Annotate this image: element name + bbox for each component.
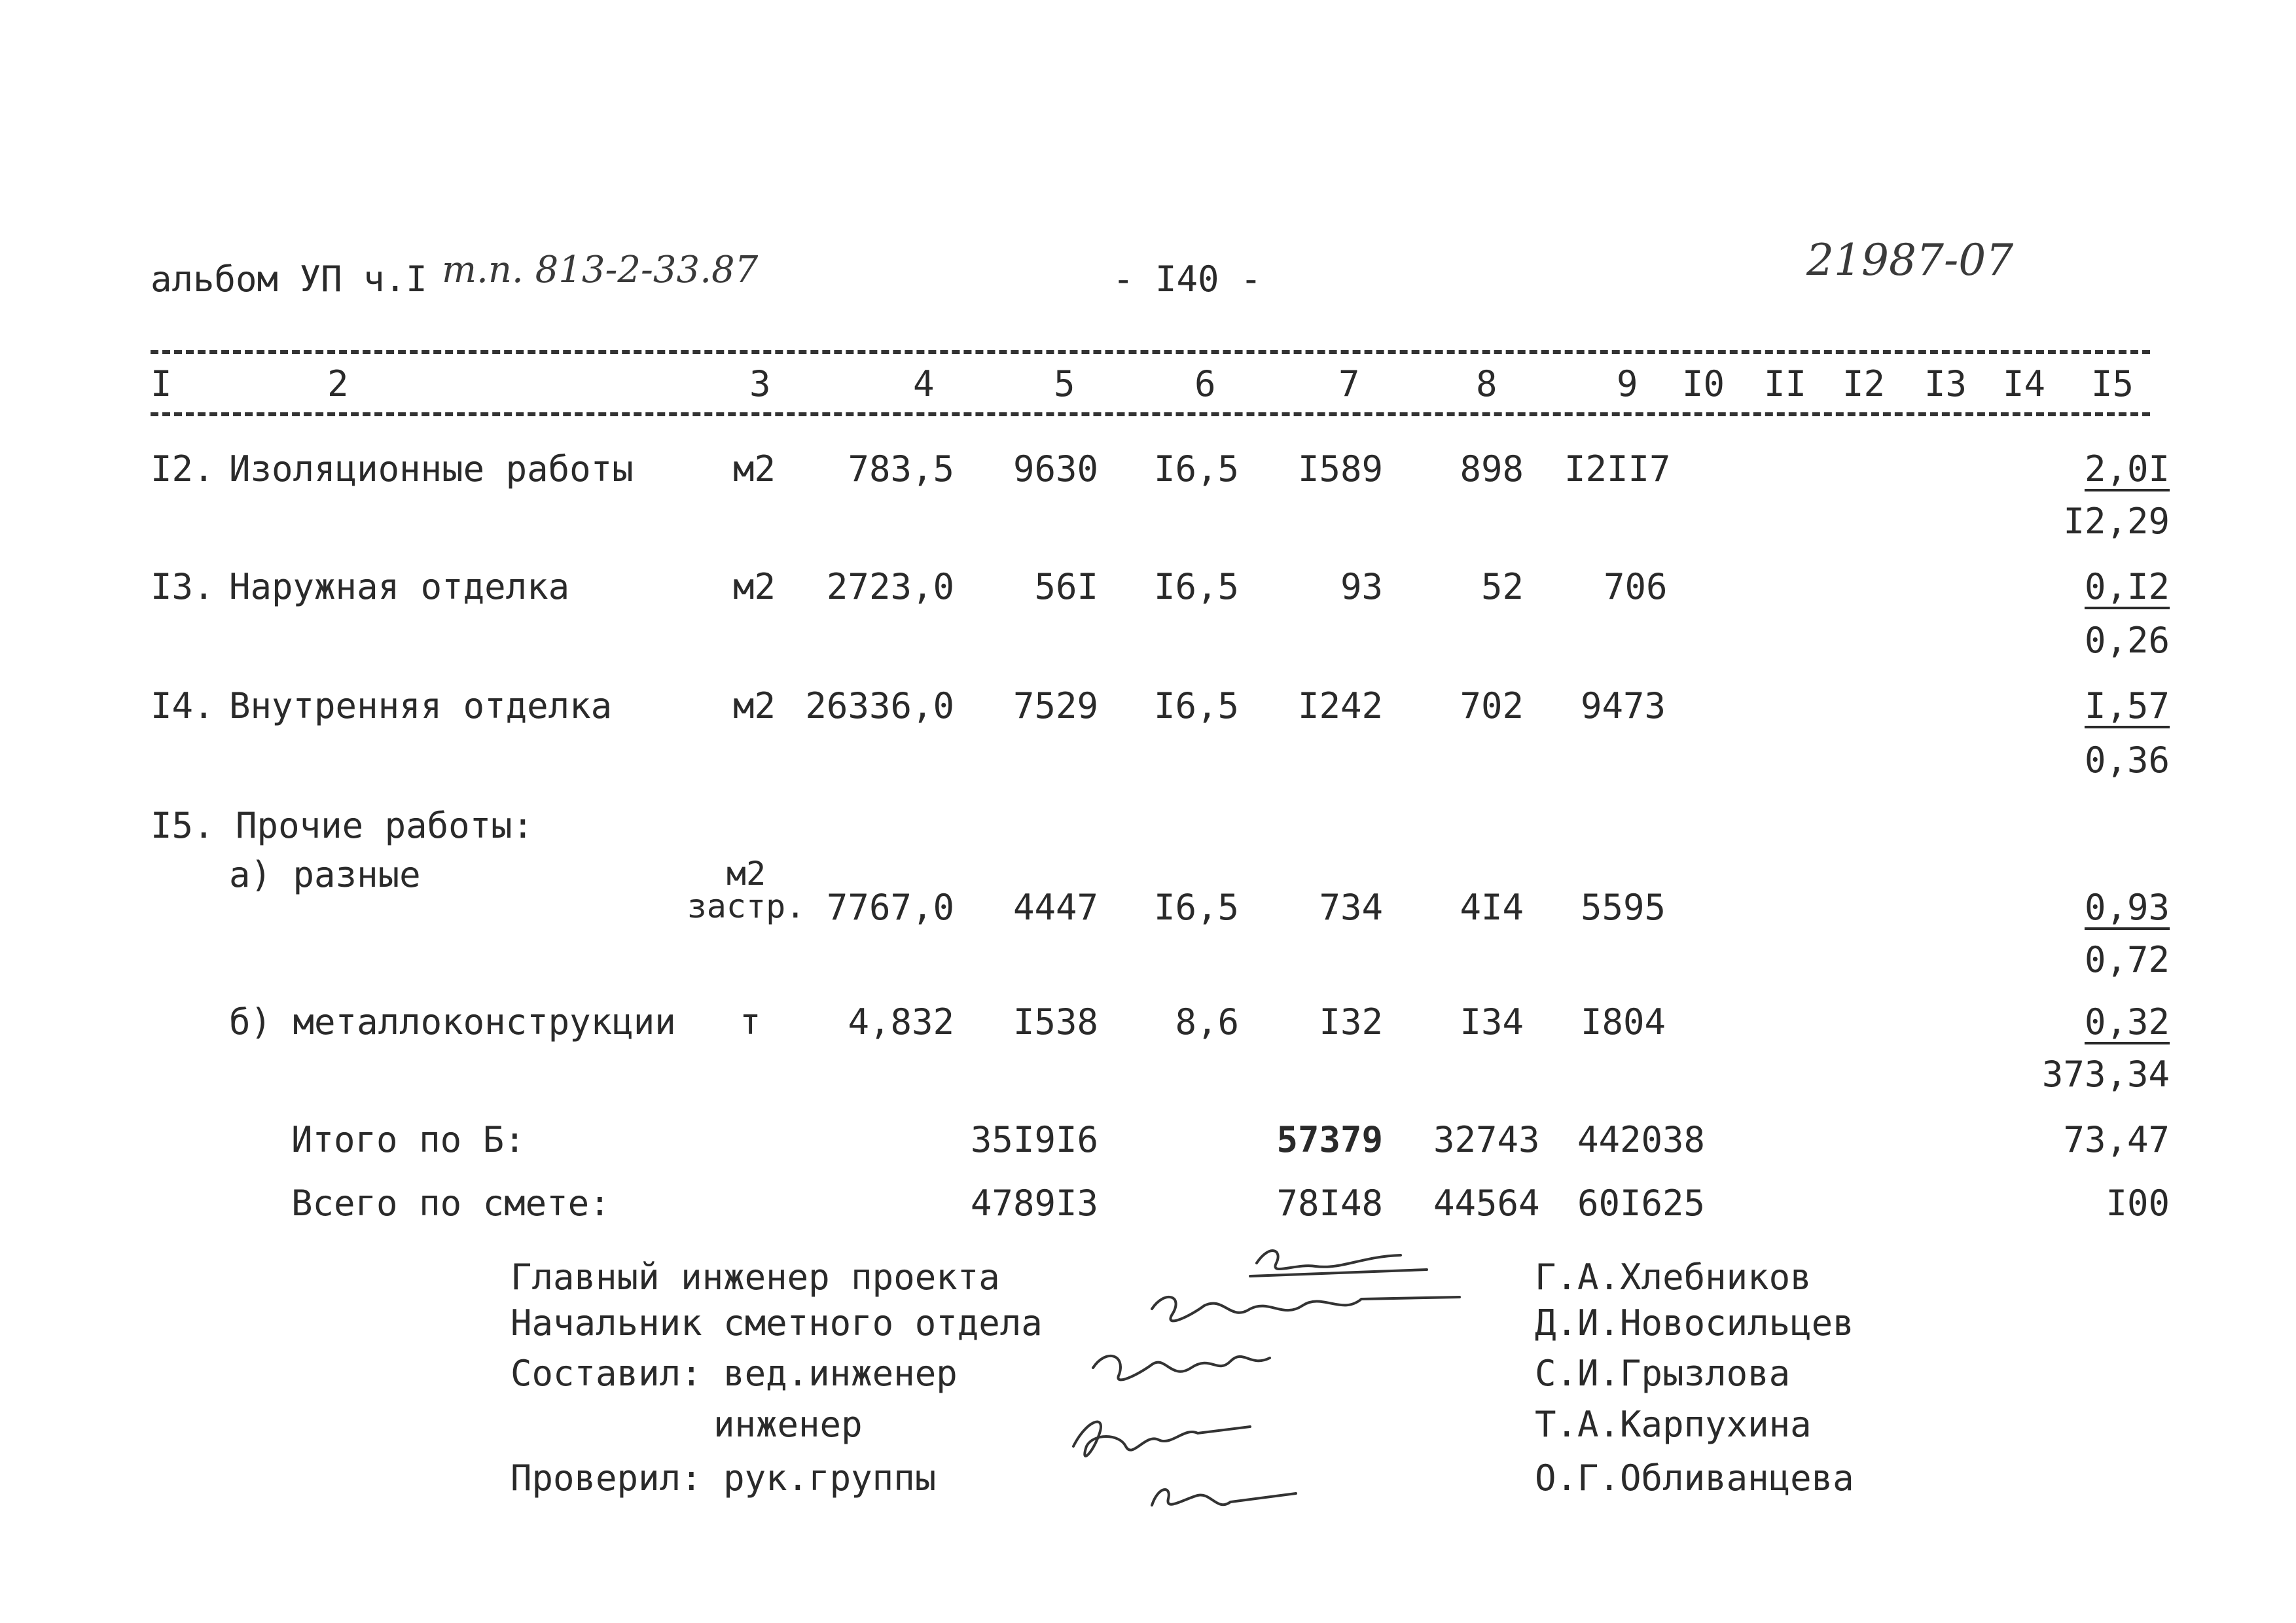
signature-1	[1250, 1251, 1427, 1276]
totals-col8: 32743	[1433, 1119, 1540, 1160]
row-col9: I2II7	[1564, 448, 1671, 490]
signer-role: инженер	[713, 1404, 863, 1445]
row-col7: I242	[1297, 685, 1383, 726]
row-unit: м2	[733, 566, 776, 607]
col-header-14: I4	[2003, 363, 2046, 404]
row-col8: 702	[1460, 685, 1524, 726]
col-header-13: I3	[1924, 363, 1967, 404]
row-name: б) металлоконструкции	[229, 1001, 676, 1043]
col-header-10: I0	[1682, 363, 1725, 404]
totals-col5: 4789I3	[970, 1183, 1098, 1224]
totals-col15: 73,47	[2063, 1119, 2170, 1160]
row-name: Изоляционные работы	[229, 448, 634, 490]
row-col5: 9630	[1013, 448, 1098, 490]
row-col5: 7529	[1013, 685, 1098, 726]
row-unit: т	[740, 1001, 761, 1043]
row-name: а) разные	[229, 854, 421, 895]
row-unit: м2	[733, 448, 776, 490]
row-col15-top: I,57	[2084, 685, 2170, 726]
signer-role: Проверил: рук.группы	[511, 1457, 937, 1499]
row-unit-top: м2	[726, 855, 766, 893]
totals-col7: 78I48	[1276, 1183, 1383, 1224]
totals-col8: 44564	[1433, 1183, 1540, 1224]
row-col4: 4,832	[848, 1001, 954, 1043]
album-label: альбом УП ч.I	[151, 259, 427, 300]
signer-name: Д.И.Новосильцев	[1535, 1302, 1854, 1344]
row-col15-top: 0,93	[2084, 887, 2170, 928]
signer-name: Г.А.Хлебников	[1535, 1257, 1812, 1298]
row-col6: I6,5	[1153, 887, 1239, 928]
row-col9: 9473	[1581, 685, 1666, 726]
row-col9: 5595	[1581, 887, 1666, 928]
row-col5: 56I	[1034, 566, 1098, 607]
row-col7: I589	[1297, 448, 1383, 490]
col-header-4: 4	[913, 363, 935, 404]
row-number: I3.	[151, 566, 215, 607]
col-header-5: 5	[1054, 363, 1075, 404]
row-col15-bottom: 373,34	[2041, 1054, 2170, 1095]
totals-col15: I00	[2106, 1183, 2170, 1224]
handwritten-signatures	[1034, 1237, 1492, 1538]
col-header-7: 7	[1338, 363, 1360, 404]
header-top-rule	[151, 350, 2150, 354]
col-header-1: I	[151, 363, 172, 404]
signer-role: Начальник сметного отдела	[511, 1302, 1043, 1344]
row-col6: 8,6	[1175, 1001, 1239, 1043]
col-header-6: 6	[1194, 363, 1216, 404]
row-col6: I6,5	[1153, 566, 1239, 607]
row-name: Внутренняя отделка	[229, 685, 613, 726]
row-col9: 706	[1604, 566, 1668, 607]
signer-name: О.Г.Обливанцева	[1535, 1457, 1854, 1499]
signature-3	[1093, 1356, 1270, 1380]
signature-2	[1152, 1297, 1460, 1321]
row-col7: 93	[1340, 566, 1383, 607]
row-col4: 2723,0	[826, 566, 954, 607]
row-col7: I32	[1319, 1001, 1383, 1043]
row-unit-bottom: застр.	[687, 887, 806, 925]
document-code: 21987-07	[1806, 235, 2014, 285]
row-col15-bottom: 0,72	[2084, 939, 2170, 980]
signer-name: Т.А.Карпухина	[1535, 1404, 1812, 1445]
signer-role: Главный инженер проекта	[511, 1257, 1000, 1298]
totals-label: Итого по Б:	[291, 1119, 526, 1160]
row-col15-top: 2,0I	[2084, 448, 2170, 490]
col-header-3: 3	[749, 363, 771, 404]
col-header-9: 9	[1617, 363, 1638, 404]
row-unit: м2	[733, 685, 776, 726]
row-col15-top: 0,I2	[2084, 566, 2170, 607]
totals-col9: 60I625	[1577, 1183, 1706, 1224]
totals-col5: 35I9I6	[970, 1119, 1098, 1160]
row-col4: 783,5	[848, 448, 954, 490]
col-header-2: 2	[327, 363, 349, 404]
row-col6: I6,5	[1153, 685, 1239, 726]
col-header-12: I2	[1842, 363, 1886, 404]
row-col8: 898	[1460, 448, 1524, 490]
row-col15-bottom: 0,36	[2084, 740, 2170, 781]
col-header-8: 8	[1476, 363, 1498, 404]
totals-col7: 57379	[1276, 1119, 1383, 1160]
col-header-11: II	[1764, 363, 1807, 404]
totals-label: Всего по смете:	[291, 1183, 611, 1224]
row-col8: 4I4	[1460, 887, 1524, 928]
row-col15-bottom: I2,29	[2063, 501, 2170, 542]
col-header-15: I5	[2091, 363, 2134, 404]
totals-col9: 442038	[1577, 1119, 1706, 1160]
row-col8: I34	[1460, 1001, 1524, 1043]
row-number: I2.	[151, 448, 215, 490]
header-bottom-rule	[151, 412, 2150, 416]
row-col7: 734	[1319, 887, 1383, 928]
row-col4: 7767,0	[826, 887, 954, 928]
row-col8: 52	[1480, 566, 1524, 607]
row-col5: I538	[1013, 1001, 1098, 1043]
row-col5: 4447	[1013, 887, 1098, 928]
row-number: I4.	[151, 685, 215, 726]
project-number: т.п. 813-2-33.87	[442, 249, 759, 291]
section-title: I5. Прочие работы:	[151, 805, 534, 846]
signer-role: Составил: вед.инженер	[511, 1353, 958, 1394]
row-col4: 26336,0	[805, 685, 954, 726]
signature-4	[1073, 1422, 1250, 1456]
signature-5	[1152, 1489, 1296, 1505]
row-col15-bottom: 0,26	[2084, 620, 2170, 661]
row-col15-top: 0,32	[2084, 1001, 2170, 1043]
row-name: Наружная отделка	[229, 566, 570, 607]
signer-name: С.И.Грызлова	[1535, 1353, 1791, 1394]
row-col9: I804	[1581, 1001, 1666, 1043]
row-col6: I6,5	[1153, 448, 1239, 490]
page-number: - I40 -	[1113, 259, 1262, 300]
